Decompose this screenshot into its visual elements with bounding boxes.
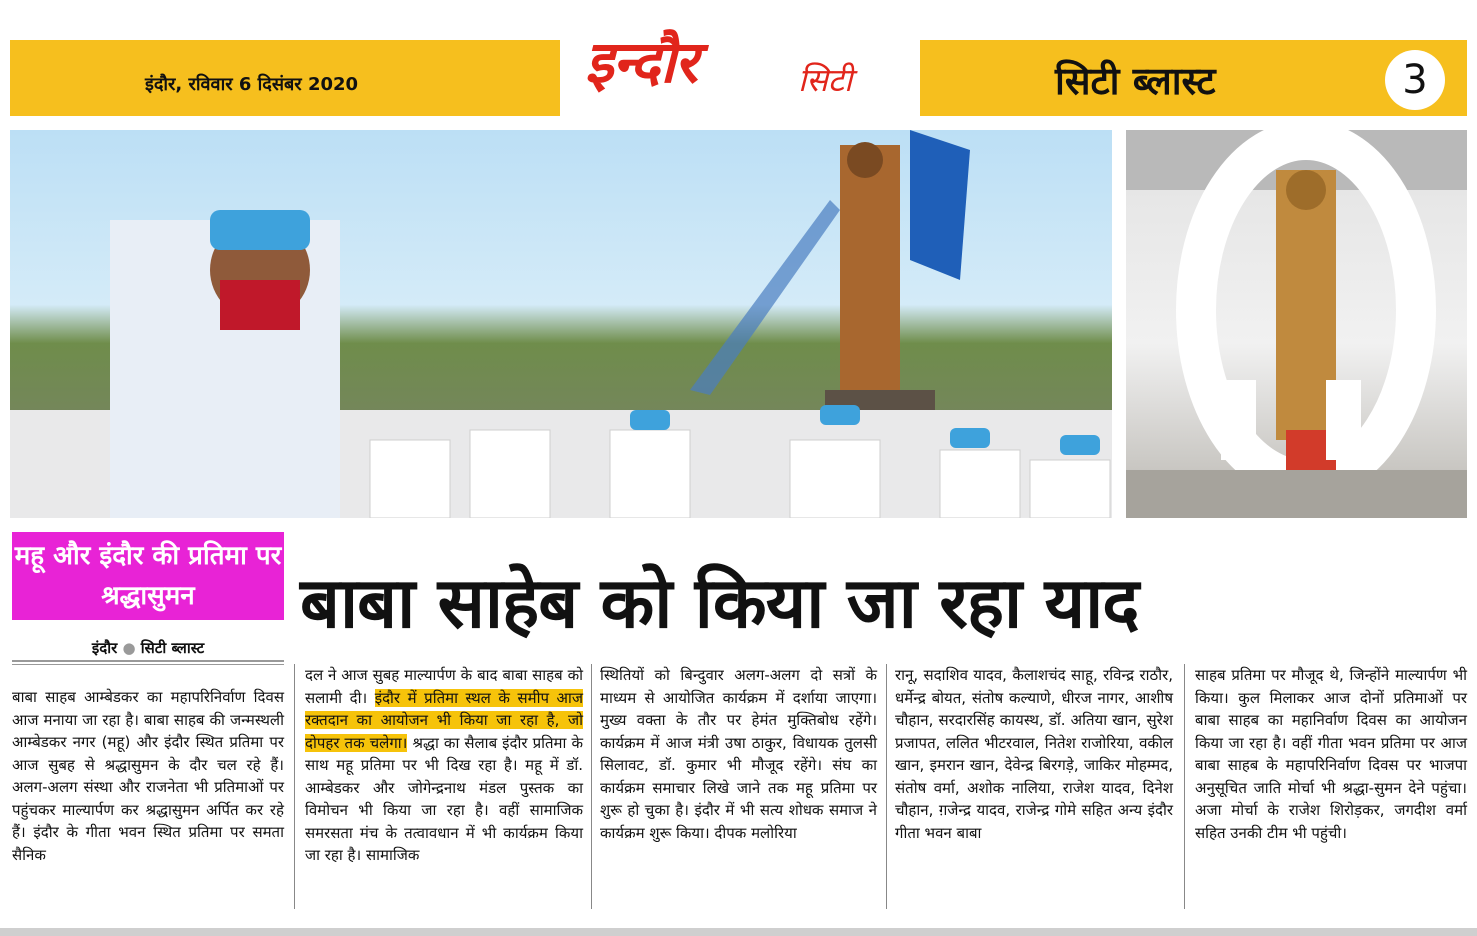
- kicker-box: महू और इंदौर की प्रतिमा पर श्रद्धासुमन: [12, 532, 284, 620]
- section-title: सिटी ब्लास्ट: [1055, 59, 1216, 103]
- article-column-1: बाबा साहब आम्बेडकर का महापरिनिर्वाण दिवस आज मनाया जा रहा है। बाबा साहब की जन्मस्थली आम्बेडकर नगर (महू) और इंदौर स्थित प्रतिमा पर आज सुबह से श्रद्धासुमन के दौर चल रहे हैं। अलग-अलग संस्था और राजनेता भी प्रतिमाओं पर पहुंचकर माल्यार्पण कर श्रद्धासुमन अर्पित कर रहे हैं। इंदौर के गीता भवन स्थित प्रतिमा पर समता सैनिक: [12, 688, 284, 864]
- newspaper-logo: इन्दौर: [585, 28, 697, 96]
- column-divider: [886, 664, 887, 909]
- edition-date: इंदौर, रविवार 6 दिसंबर 2020: [145, 74, 359, 95]
- divider: [12, 660, 284, 662]
- byline-dot-icon: ●: [122, 639, 136, 657]
- photo-salute-statue-graphic: [10, 130, 1112, 518]
- photo-salute-statue: [10, 130, 1112, 518]
- newspaper-logo-sub: सिटी: [798, 61, 853, 99]
- headline: बाबा साहेब को किया जा रहा याद: [300, 562, 1139, 644]
- column-divider: [591, 664, 592, 909]
- byline: [12, 638, 284, 658]
- column-2-highlight: इंदौर में प्रतिमा स्थल के समीप आज रक्तदान का आयोजन भी किया जा रहा है, जो दोपहर तक चलेगा।: [305, 688, 583, 752]
- page-number: 3: [1385, 50, 1445, 110]
- divider: [12, 664, 284, 665]
- bottom-bar: [0, 928, 1477, 936]
- byline-source: सिटी ब्लास्ट: [140, 639, 205, 657]
- photo-statue-garlanded-graphic: [1126, 130, 1467, 518]
- photo-statue-garlanded: [1126, 130, 1467, 518]
- byline-city: इंदौर: [91, 639, 118, 657]
- column-2-text-b: श्रद्धा का सैलाब इंदौर प्रतिमा के साथ महू प्रतिमा पर भी दिख रहा है। महू में डॉ. आम्बेडकर और जोगेन्द्रनाथ मंडल पुस्तक का विमोचन भी किया जा रहा है। वहीं सामाजिक समरसता मंच के तत्वावधान में भी कार्यक्रम किया जा रहा है। सामाजिक: [305, 733, 583, 864]
- article-column-3: स्थितियों को बिन्दुवार अलग-अलग दो सत्रों के माध्यम से आयोजित कार्यक्रम में दर्शाया जाएगा। मुख्य वक्ता के तौर पर हेमंत मुक्तिबोध रहेंगे। कार्यक्रम में आज मंत्री उषा ठाकुर, विधायक तुलसी सिलावट, डॉ. कुमार भी मौजूद रहेंगे। संघ का कार्यक्रम समाचार लिखे जाने तक महू प्रतिमा पर शुरू हो चुका है। इंदौर में भी सत्य शोधक समाज ने कार्यक्रम शुरू किया। दीपक मलोरिया: [600, 666, 877, 842]
- column-2-text-a: दल ने आज सुबह माल्यार्पण के बाद बाबा साहब को सलामी दी।: [305, 666, 583, 707]
- article-column-4: रानू, सदाशिव यादव, कैलाशचंद साहू, रविन्द्र राठौर, धर्मेन्द्र बोयत, संतोष कल्याणे, धीरज नागर, आशीष चौहान, सरदारसिंह कायस्थ, डॉ. अतिया खान, सुरेश प्रजापत, ललित भीटरवाल, नितेश राजोरिया, वकील खान, इमरान खान, देवेन्द्र बिरगड़े, जाकिर मोहम्मद, संतोष वर्मा, अशोक नालिया, राजेश यादव, दिनेश चौहान, ग़जेन्द्र यादव, राजेन्द्र गोमे सहित अन्य इंदौर गीता भवन बाबा: [895, 666, 1173, 842]
- column-divider: [294, 664, 295, 909]
- column-divider: [1184, 664, 1185, 909]
- article-column-2: [305, 664, 583, 867]
- article-column-5: साहब प्रतिमा पर मौजूद थे, जिन्होंने माल्यार्पण भी किया। कुल मिलाकर आज दोनों प्रतिमाओं पर बाबा साहब का महानिर्वाण दिवस का आयोजन किया जा रहा है। वहीं गीता भवन प्रतिमा पर आज बाबा साहब के महापरिनिर्वाण दिवस पर भाजपा अनुसूचित जाति मोर्चा भी श्रद्धा-सुमन देने पहुंचा। अजा मोर्चा के राजेश शिरोड़कर, जगदीश वर्मा सहित उनकी टीम भी पहुंची।: [1195, 666, 1467, 842]
